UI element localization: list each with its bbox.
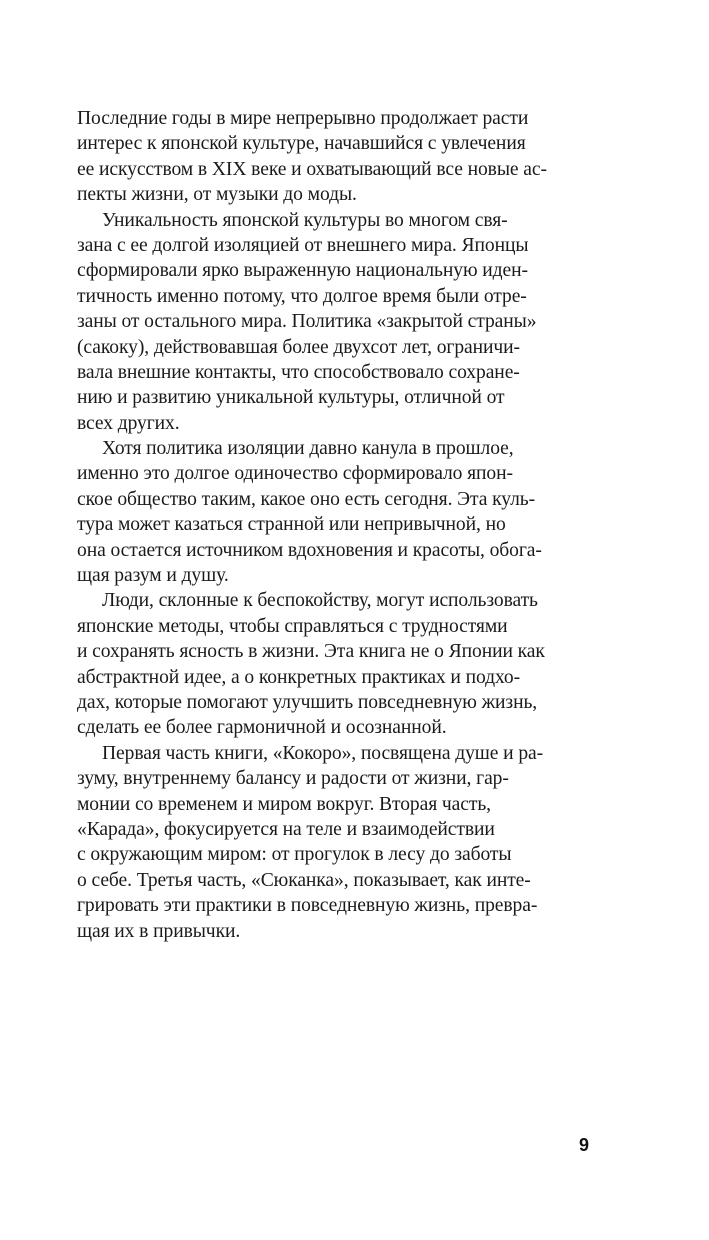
text-line: Первая часть книги, «Кокоро», посвящена душе и ра-	[102, 742, 544, 764]
text-line: Уникальность японской культуры во многом свя-	[102, 209, 508, 231]
text-line: абстрактной идее, а о конкретных практиках и подхо-	[77, 666, 521, 688]
text-line: она остается источником вдохновения и красоты, обога-	[77, 539, 542, 561]
text-line: щая их в привычки.	[77, 920, 241, 942]
text-line: Последние годы в мире непрерывно продолжает расти	[77, 108, 529, 129]
text-line: зана с ее долгой изоляцией от внешнего мира. Японцы	[77, 234, 529, 256]
text-line: и сохранять ясность в жизни. Эта книга не о Японии как	[77, 641, 545, 663]
text-line: «Карада», фокусируется на теле и взаимодействии	[77, 818, 495, 840]
text-line: тура может казаться странной или непривычной, но	[77, 514, 506, 536]
text-line: ее искусством в XIX веке и охватывающий все новые ас-	[77, 158, 547, 180]
text-line: именно это долгое одиночество сформировало япон-	[77, 463, 513, 485]
text-line: дах, которые помогают улучшить повседневную жизнь,	[77, 691, 538, 713]
text-line: японские методы, чтобы справляться с трудностями	[77, 615, 508, 637]
text-line: сформировали ярко выраженную национальную иден-	[77, 260, 528, 282]
text-line: вала внешние контакты, что способствовало сохране-	[77, 361, 520, 383]
text-line: о себе. Третья часть, «Сюканка», показывает, как инте-	[77, 869, 531, 891]
text-line: Хотя политика изоляции давно канула в прошлое,	[102, 438, 514, 460]
body-text	[77, 106, 597, 944]
page-number: 9	[578, 1135, 589, 1155]
text-line: Люди, склонные к беспокойству, могут использовать	[102, 590, 538, 612]
text-line: сделать ее более гармоничной и осознанной.	[77, 717, 447, 739]
text-line: заны от остального мира. Политика «закрытой страны»	[77, 311, 537, 333]
text-line: тичность именно потому, что долгое время были отре-	[77, 285, 527, 307]
text-line: (сакоку), действовавшая более двухсот лет, ограничи-	[77, 336, 520, 358]
text-line: пекты жизни, от музыки до моды.	[77, 184, 357, 206]
text-line: зуму, внутреннему балансу и радости от жизни, гар-	[77, 768, 509, 790]
text-line: всех других.	[77, 412, 180, 434]
text-line: с окружающим миром: от прогулок в лесу до заботы	[77, 844, 512, 866]
text-line: интерес к японской культуре, начавшийся с увлечения	[77, 133, 526, 155]
text-line: монии со временем и миром вокруг. Вторая часть,	[77, 793, 491, 815]
text-line: нию и развитию уникальной культуры, отличной от	[77, 387, 505, 409]
text-line: ское общество таким, какое оно есть сегодня. Эта куль-	[77, 488, 536, 510]
text-line: щая разум и душу.	[77, 565, 229, 587]
text-line: грировать эти практики в повседневную жизнь, превра-	[77, 895, 538, 917]
